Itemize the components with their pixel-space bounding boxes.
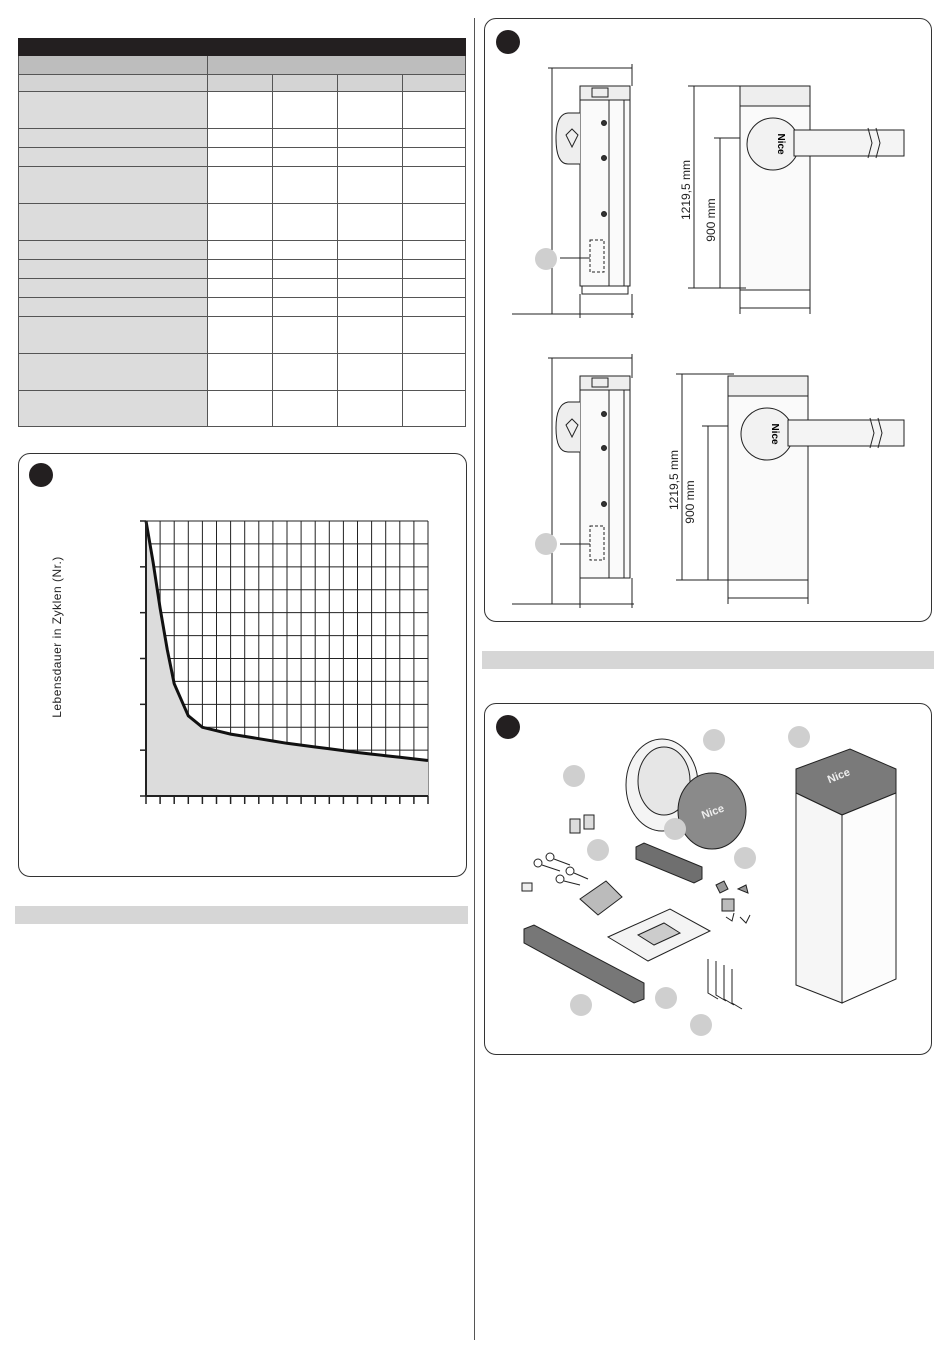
callout-marker (703, 729, 725, 751)
side-view-top (512, 64, 634, 318)
callout-marker (655, 987, 677, 1009)
brand-logo-front-bottom: Nice (769, 423, 780, 445)
barrier-cabinet (796, 749, 896, 1003)
section-heading-bar (15, 906, 468, 924)
front-view-top (688, 86, 904, 314)
callout-marker (535, 248, 557, 270)
dimension-axis-height-bottom: 900 mm (683, 480, 697, 524)
brand-logo-front-top: Nice (775, 133, 786, 155)
callout-marker (535, 533, 557, 555)
callout-marker (788, 726, 810, 748)
control-unit-housing (626, 739, 746, 849)
brand-logo-cabinet: Nice (825, 766, 852, 787)
callout-marker (690, 1014, 712, 1036)
side-view-bottom (512, 354, 634, 608)
chart-y-axis-label: Lebensdauer in Zyklen (Nr.) (50, 556, 64, 718)
callout-marker (734, 847, 756, 869)
callout-marker (570, 994, 592, 1016)
dimension-axis-height-top: 900 mm (704, 198, 718, 242)
brand-logo-cover: Nice (699, 802, 726, 822)
section-heading-bar (482, 651, 934, 669)
dimensions-drawing (484, 18, 930, 620)
callout-marker (587, 839, 609, 861)
callout-marker (664, 818, 686, 840)
package-contents-drawing (484, 703, 930, 1053)
dimension-total-height-bottom: 1219,5 mm (667, 449, 681, 511)
callout-marker (563, 765, 585, 787)
front-view-bottom (676, 374, 904, 604)
dimension-total-height-top: 1219,5 mm (679, 159, 693, 221)
